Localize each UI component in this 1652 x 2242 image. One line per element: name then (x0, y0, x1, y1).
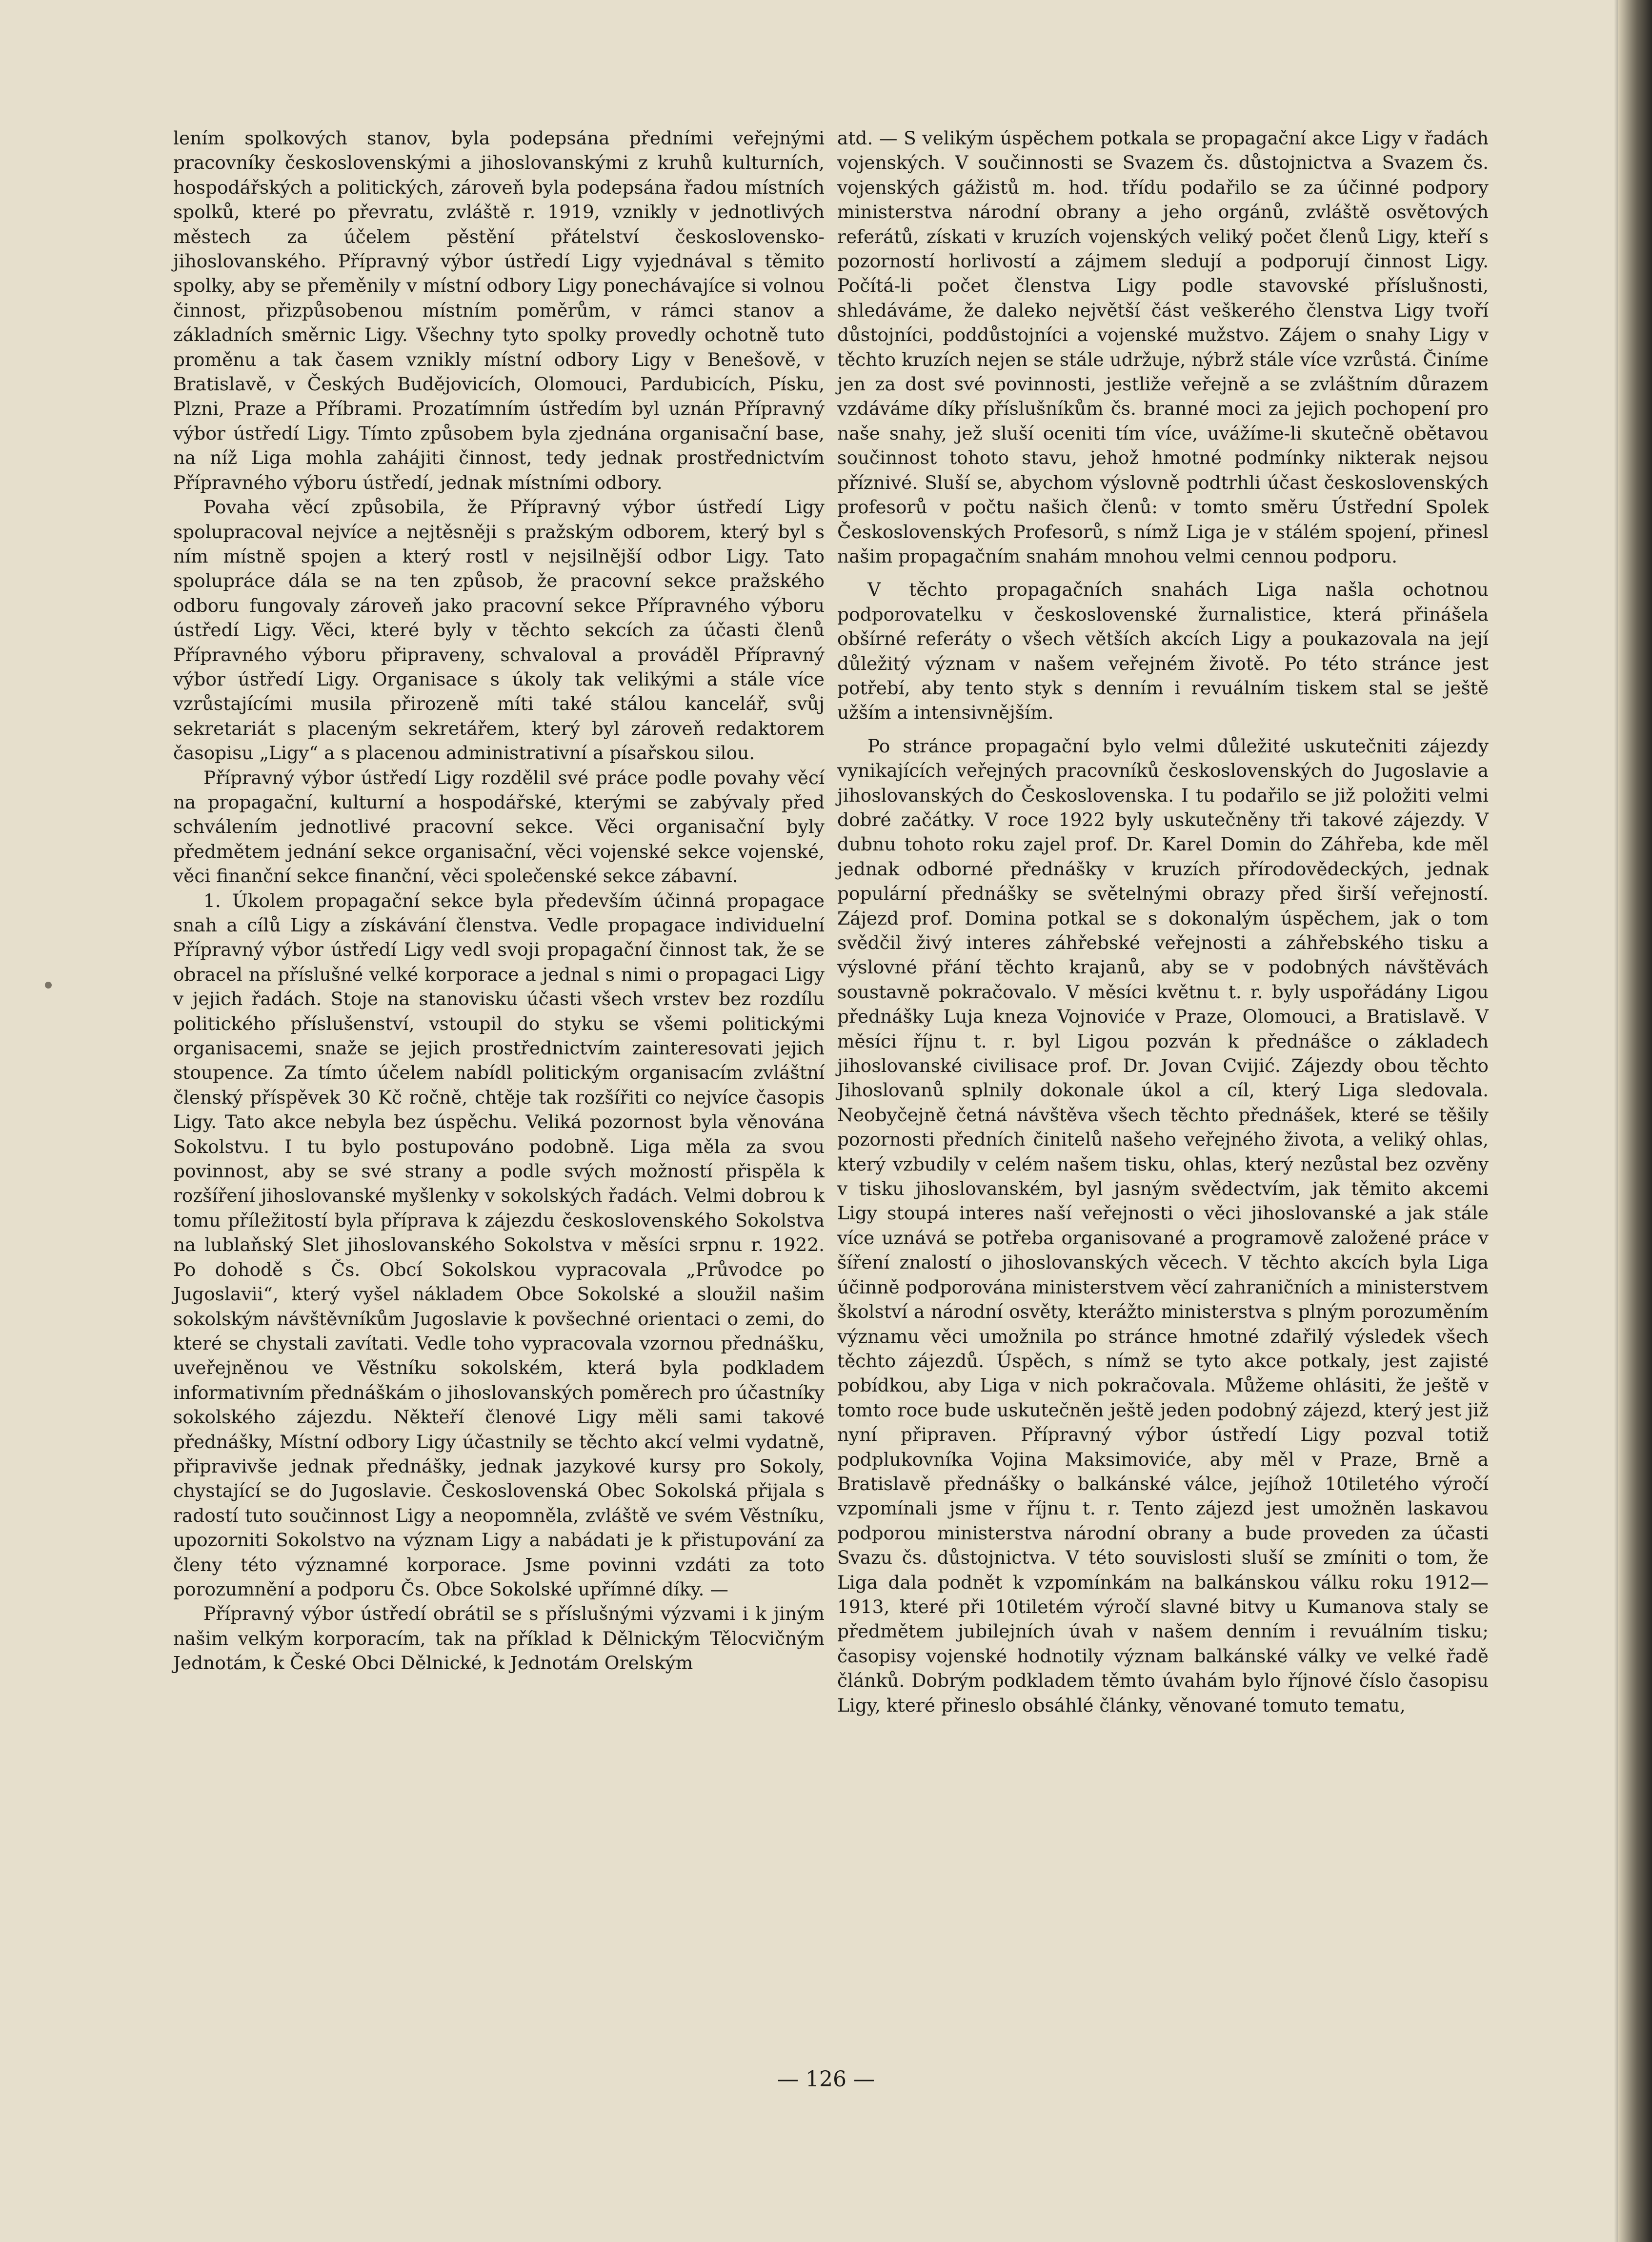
paragraph-other-corporations: Přípravný výbor ústředí obrátil se s příslušnými výzvami i k jiným našim velkým korporacím, tak na příklad k Dělnickým Tělocvičným Jednotám, k České Obci Dělnické, k Jednotám Orelským (173, 1603, 825, 1674)
paragraph-propaganda-section: 1. Úkolem propagační sekce byla především účinná propagace snah a cílů Ligy a získávání členstva. Vedle propagace individuelní Přípravný výbor ústředí Ligy vedl svoji propagační činnost tak, že se obracel na příslušné velké korporace a jednal s nimi o propagaci Ligy v jejich řadách. Stoje na stanovisku účasti všech vrstev bez rozdílu politického příslušenství, vstoupil do styku se všemi politickými organisacemi, snaže se jejich prostřednictvím zainteresovati jejich stoupence. Za tímto účelem nabídl politickým organisacím zvláštní členský příspěvek 30 Kč ročně, chtěje tak rozšířiti co nejvíce časopis Ligy. Tato akce nebyla bez úspěchu. Veliká pozornost byla věnována Sokolstvu. I tu bylo postupováno podobně. Liga měla za svou povinnost, aby se své strany a podle svých možností přispěla k rozšíření jihoslovanské myšlenky v sokolských řadách. Velmi dobrou k tomu příležitostí byla příprava k zájezdu československého Sokolstva na lublaňský Slet jihoslovanského Sokolstva v měsíci srpnu r. 1922. Po dohodě s Čs. Obcí Sokolskou vypracovala „Průvodce po Jugoslavii“, který vyšel nákladem Obce Sokolské a sloužil našim sokolským návštěvníkům Jugoslavie k povšechné orientaci o zemi, do které se chystali zavítati. Vedle toho vypracovala vzornou přednášku, uveřejněnou ve Věstníku sokolském, která byla podkladem informativním přednáškám o jihoslovanských poměrech pro účastníky sokolského zájezdu. Někteří členové Ligy měli sami takové přednášky, Místní odbory Ligy účastnily se těchto akcí velmi vydatně, připravivše jednak přednášky, jednak jazykové kursy pro Sokoly, chystající se do Jugoslavie. Československá Obec Sokolská přijala s radostí tuto součinnost Ligy a neopomněla, zvláště ve svém Věstníku, upozorniti Sokolstvo na význam Ligy a nabádati je k přistupování za členy této významné korporace. Jsme povinni vzdáti za toto porozumnění a podporu Čs. Obce Sokolské upřímné díky. — (173, 889, 825, 1600)
paragraph-lecture-tours: Po stránce propagační bylo velmi důležité uskutečniti zájezdy vynikajících veřejných pracovníků československých do Jugoslavie a jihoslovanských do Československa. I tu podařilo se již položiti velmi dobré začátky. V roce 1922 byly uskutečněny tři takové zájezdy. V dubnu tohoto roku zajel prof. Dr. Karel Domin do Záhřeba, kde měl jednak odborné přednášky v kruzích přírodovědeckých, jednak populární přednášky se světelnými obrazy před širší veřejností. Zájezd prof. Domina potkal se s dokonalým úspěchem, jak o tom svědčil živý interes záhřebské veřejnosti a záhřebského tisku a výslovné přání těchto krajanů, aby se v podobných návštěvách soustavně pokračovalo. V měsíci květnu t. r. byly uspořádány Ligou přednášky Luja kneza Vojnoviće v Praze, Olomouci, a Bratislavě. V měsíci říjnu t. r. byl Ligou pozván k přednášce o základech jihoslovanské civilisace prof. Dr. Jovan Cvijić. Zájezdy obou těchto Jihoslovanů splnily dokonale úkol a cíl, který Liga sledovala. Neobyčejně četná návštěva všech těchto přednášek, které se těšily pozornosti předních činitelů našeho veřejného života, a veliký ohlas, který vzbudily v celém našem tisku, ohlas, který nezůstal bez ozvěny v tisku jihoslovanském, byl jasným svědectvím, jak těmito akcemi Ligy stoupá interes naší veřejnosti o věci jihoslovanské a jak stále více uznává se potřeba organisované a programově založené práce v šíření znalostí o jihoslovanských věcech. V těchto akcích byla Liga účinně podporována ministerstvem věcí zahraničních a ministerstvem školství a národní osvěty, kterážto ministerstva s plným porozuměním významu věci umožnila po stránce hmotné zdařilý výsledek všech těchto zájezdů. Úspěch, s nímž se tyto akce potkaly, jest zajisté pobídkou, aby Liga v nich pokračovala. Můžeme ohlásiti, že ještě v tomto roce bude uskutečněn ještě jeden podobný zájezd, který jest již nyní připraven. Přípravný výbor ústředí Ligy pozval totiž podplukovníka Vojina Maksimoviće, aby měl v Praze, Brně a Bratislavě přednášky o balkánské válce, jejíhož 10tiletého výročí vzpomínali jsme v říjnu t. r. Tento zájezd jest umožněn laskavou podporou ministerstva národní obrany a bude proveden za účasti Svazu čs. důstojnictva. V této souvislosti sluší se zmíniti o tom, že Liga dala podnět k vzpomínkám na balkánskou válku roku 1912—1913, které při 10tiletém výročí slavné bitvy u Kumanova staly se předmětem jubilejních úvah v našem denním i revuálním tisku; časopisy vojenské hodnotily význam balkánské války ve velké řadě článků. Dobrým podkladem těmto úvahám bylo říjnové číslo časopisu Ligy, které přineslo obsáhlé články, věnované tomuto tematu, (837, 735, 1489, 1716)
paragraph-journalism: V těchto propagačních snahách Liga našla ochotnou podporovatelku v československé žurnalistice, která přinášela obšírné referáty o všech větších akcích Ligy a poukazovala na její důležitý význam v našem veřejném životě. Po této stránce jest potřebí, aby tento styk s denním i revuálním tiskem stal se ještě užším a intensivnějším. (837, 579, 1489, 724)
paragraph-military-circles: atd. — S velikým úspěchem potkala se propagační akce Ligy v řadách vojenských. V součinnosti se Svazem čs. důstojnictva a Svazem čs. vojenských gážistů m. hod. třídu podařilo se za účinné podpory ministerstva národní obrany a jeho orgánů, zvláště osvětových referátů, získati v kruzích vojenských veliký počet členů Ligy, kteří s pozorností horlivostí a zájmem sledují a podporují činnost Ligy. Počítá-li počet členstva Ligy podle stavovské příslušnosti, shledáváme, že daleko největší část veškerého členstva Ligy tvoří důstojníci, poddůstojníci a vojenské mužstvo. Zájem o snahy Ligy v těchto kruzích nejen se stále udržuje, nýbrž stále více vzrůstá. Činíme jen za dost své povinnosti, jestliže veřejně a se zvláštním důrazem vzdáváme díky příslušníkům čs. branné moci za jejich pochopení pro naše snahy, jež sluší oceniti tím více, uvážíme-li skutečně obětavou součinnost tohoto stavu, jehož hmotné podmínky nikterak nejsou příznivé. Sluší se, abychom výslovně podtrhli účast československých profesorů v počtu našich členů: v tomto směru Ústřední Spolek Československých Profesorů, s nímž Liga je v stálém spojení, přinesl našim propagačním snahám mnohou velmi cennou podporu. (837, 127, 1489, 567)
paragraph-statutes-signatories: lením spolkových stanov, byla podepsána předními veřejnými pracovníky československými a jihoslovanskými z kruhů kulturních, hospodářských a politických, zároveň byla podepsána řadou místních spolků, které po převratu, zvláště r. 1919, vznikly v jednotlivých městech za účelem pěstění přátelství československo-jihoslovanského. Přípravný výbor ústředí Ligy vyjednával s těmito spolky, aby se přeměnily v místní odbory Ligy ponechávajíce si volnou činnost, přizpůsobenou místním poměrům, v rámci stanov a základních směrnic Ligy. Všechny tyto spolky provedly ochotně tuto proměnu a tak časem vznikly místní odbory Ligy v Benešově, v Bratislavě, v Českých Budějovicích, Olomouci, Pardubicích, Písku, Plzni, Praze a Příbrami. Prozatímním ústředím byl uznán Přípravný výbor ústředí Ligy. Tímto způsobem byla zjednána organisační base, na níž Liga mohla zahájiti činnost, tedy jednak prostřednictvím Přípravného výboru ústředí, jednak místními odbory. (173, 127, 825, 493)
book-spine-shadow (1618, 0, 1652, 2242)
paragraph-prague-branch: Povaha věcí způsobila, že Přípravný výbor ústředí Ligy spolupracoval nejvíce a nejtěsněji s pražským odborem, který byl s ním místně spojen a který rostl v nejsilnější odbor Ligy. Tato spolupráce dála se na ten způsob, že pracovní sekce pražského odboru fungovaly zároveň jako pracovní sekce Přípravného výboru ústředí Ligy. Věci, které byly v těchto sekcích za účasti členů Přípravného výboru připraveny, schvaloval a prováděl Přípravný výbor ústředí Ligy. Organisace s úkoly tak velikými a stále více vzrůstajícími musila přirozeně míti také stálou kancelář, svůj sekretariát s placeným sekretářem, který byl zároveň redaktorem časopisu „Ligy“ a s placenou administrativní a písařskou silou. (173, 496, 825, 764)
paper-spot (45, 982, 52, 989)
paragraph-work-sections: Přípravný výbor ústředí Ligy rozdělil své práce podle povahy věcí na propagační, kulturní a hospodářské, kterými se zabývaly před schválením jednotlivé pracovní sekce. Věci organisační byly předmětem jednání sekce organisační, věci vojenské sekce vojenské, věci finanční sekce finanční, věci společenské sekce zábavní. (173, 767, 825, 887)
right-text-column (837, 126, 1489, 1717)
page-number: — 126 — (777, 2067, 875, 2092)
page-gutter-shade (1614, 0, 1618, 2242)
left-text-column (173, 126, 825, 1676)
